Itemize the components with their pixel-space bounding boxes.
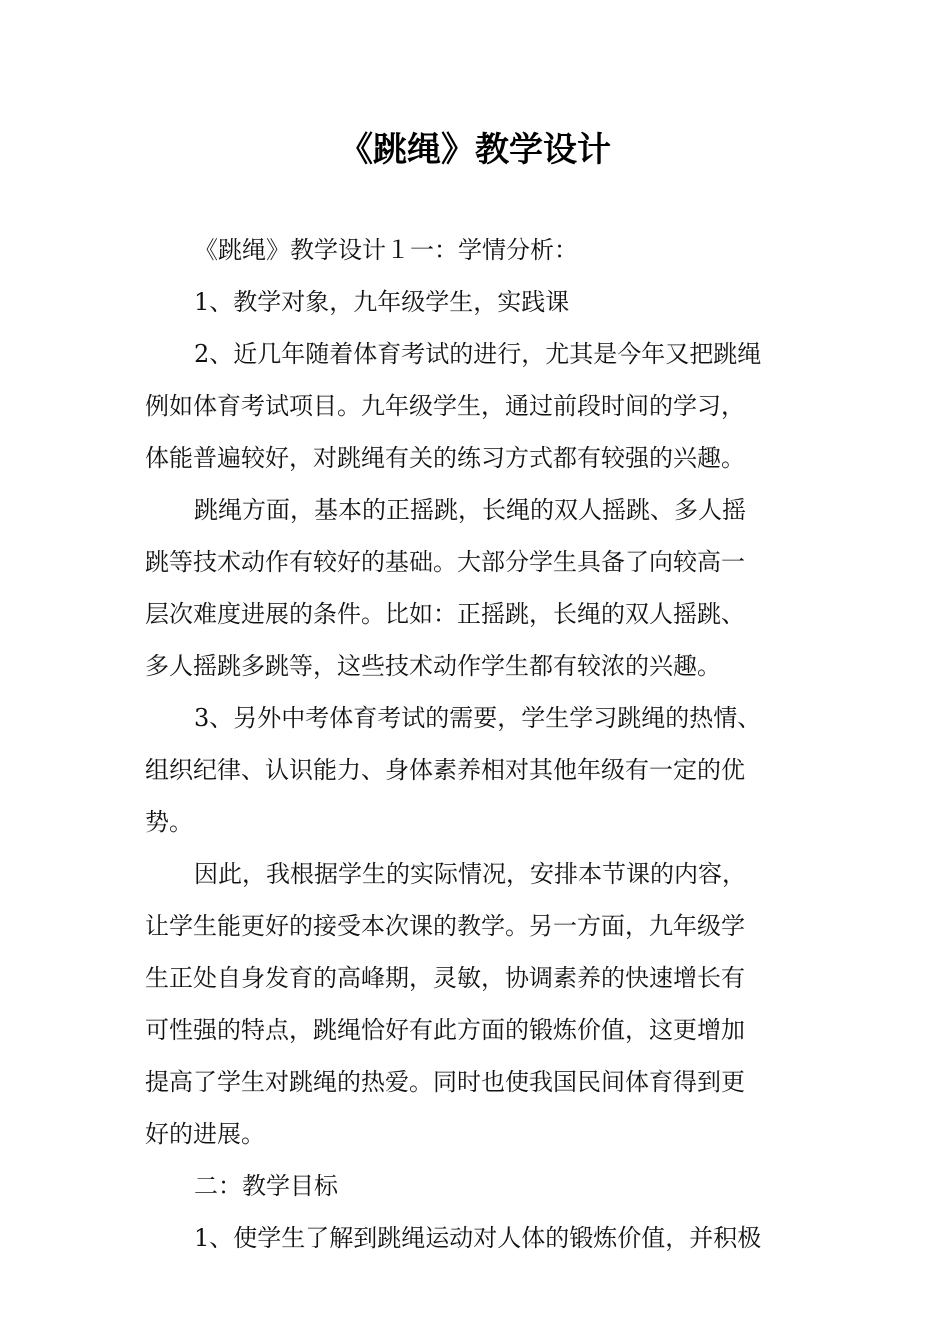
text-line: 跳绳方面，基本的正摇跳，长绳的双人摇跳、多人摇: [194, 496, 746, 524]
text-line: 好的进展。: [145, 1120, 265, 1148]
text-line: 3、另外中考体育考试的需要，学生学习跳绳的热情、: [194, 704, 762, 732]
text-line: 体能普遍较好，对跳绳有关的练习方式都有较强的兴趣。: [145, 444, 745, 472]
text-line: 提高了学生对跳绳的热爱。同时也使我国民间体育得到更: [145, 1068, 745, 1096]
text-line: 《跳绳》教学设计１一：学情分析：: [194, 236, 578, 264]
document-body: [145, 224, 810, 1264]
text-line: 1、教学对象，九年级学生，实践课: [194, 288, 570, 316]
text-line: 可性强的特点，跳绳恰好有此方面的锻炼价值，这更增加: [145, 1016, 745, 1044]
text-line: 二：教学目标: [194, 1172, 338, 1200]
text-line: 2、近几年随着体育考试的进行，尤其是今年又把跳绳: [194, 340, 762, 368]
text-line: 因此，我根据学生的实际情况，安排本节课的内容，: [194, 860, 746, 888]
text-line: 让学生能更好的接受本次课的教学。另一方面，九年级学: [145, 912, 745, 940]
document-title: 《跳绳》教学设计: [339, 130, 611, 170]
text-line: 层次难度进展的条件。比如：正摇跳，长绳的双人摇跳、: [145, 600, 745, 628]
text-line: 组织纪律、认识能力、身体素养相对其他年级有一定的优: [145, 756, 745, 784]
text-line: 生正处自身发育的高峰期，灵敏，协调素养的快速增长有: [145, 964, 745, 992]
text-line: 例如体育考试项目。九年级学生，通过前段时间的学习，: [145, 392, 745, 420]
text-line: 多人摇跳多跳等，这些技术动作学生都有较浓的兴趣。: [145, 652, 721, 680]
text-line: 1、使学生了解到跳绳运动对人体的锻炼价值，并积极: [194, 1224, 762, 1252]
text-line: 势。: [145, 808, 193, 836]
text-line: 跳等技术动作有较好的基础。大部分学生具备了向较高一: [145, 548, 745, 576]
